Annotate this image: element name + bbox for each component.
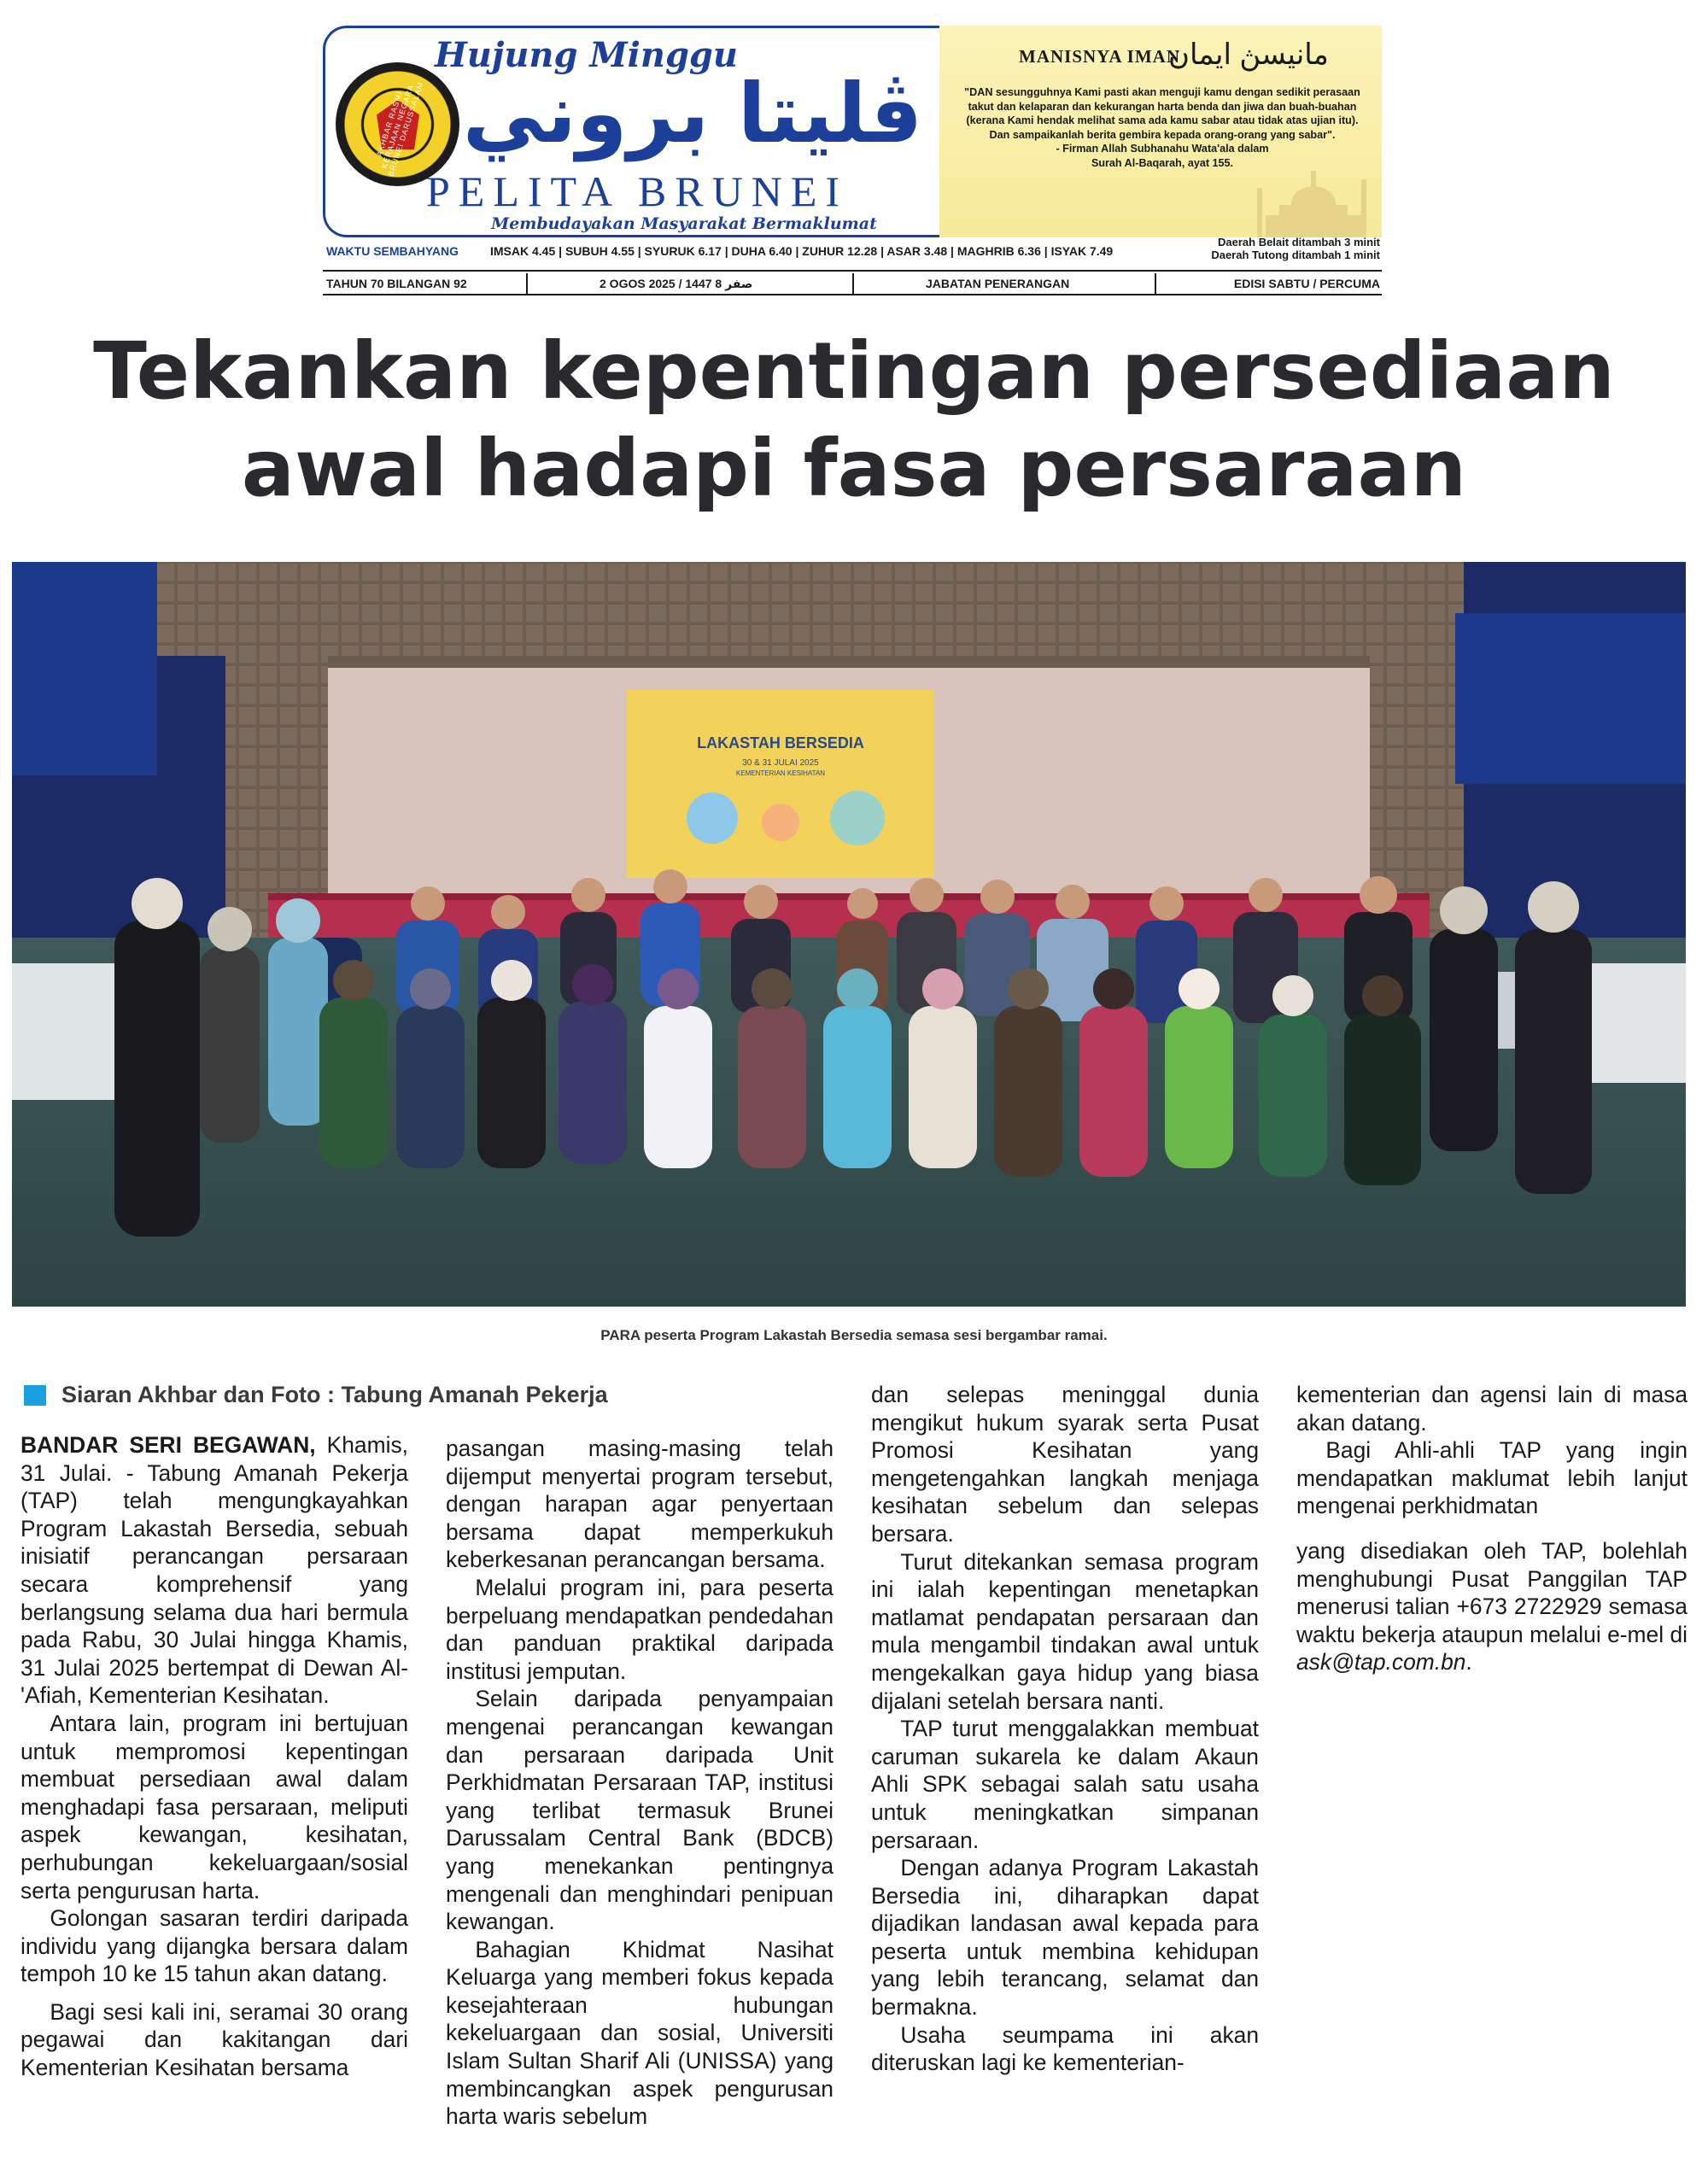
edition: EDISI SABTU / PERCUMA bbox=[1233, 277, 1380, 290]
screen-ministry: KEMENTERIAN KESIHATAN bbox=[735, 769, 826, 777]
contact-email[interactable]: ask@tap.com.bn bbox=[1296, 1649, 1466, 1676]
masthead bbox=[323, 26, 1382, 261]
article-column-1 bbox=[20, 1431, 408, 2082]
byline-marker bbox=[24, 1385, 46, 1406]
paragraph: Bagi Ahli-ahli TAP yang ingin mendapatkan maklumat lebih lanjut mengenai perkhidmatan bbox=[1296, 1437, 1688, 1519]
paragraph-text: Khamis, 31 Julai. - Tabung Amanah Pekerja (TAP) telah mengungkayahkan Program Lakastah Bersedia, sebuah inisiatif perancangan persaraan secara komprehensif yang berlangsung selama dua hari bermula pada Rabu, 30 Julai hingga Khamis, 31 Julai 2025 bertempat di Dewan Al-'Afiah, Kementerian Kesihatan. bbox=[20, 1432, 408, 1709]
seal-text: AKHBAR RASMI KERAJAAN NEGARA BRUNEI DARUSSALAM bbox=[374, 80, 425, 178]
prayer-times-label: WAKTU SEMBAHYANG bbox=[326, 244, 459, 258]
issue-number: TAHUN 70 BILANGAN 92 bbox=[326, 277, 467, 290]
group-photo-illustration bbox=[12, 562, 1686, 1307]
paragraph: Melalui program ini, para peserta berpeluang mendapatkan pendedahan dan panduan praktikal daripada institusi jemputan. bbox=[446, 1574, 834, 1684]
prayer-times-bar bbox=[323, 236, 1382, 263]
screen-date: 30 & 31 JULAI 2025 bbox=[742, 758, 819, 768]
issue-info-bar bbox=[323, 270, 1382, 295]
paragraph: pasangan masing-masing telah dijemput menyertai program tersebut, dengan harapan agar penyertaan bersama dapat memperkukuh keberkesanan perancangan bersama. bbox=[446, 1436, 834, 1573]
quote-source-line-2: Surah Al-Baqarah, ayat 155. bbox=[1091, 156, 1234, 169]
paragraph-text: yang disediakan oleh TAP, bolehlah menghubungi Pusat Panggilan TAP menerusi talian +673 2722929 semasa waktu bekerja ataupun melalui e-mel di bbox=[1296, 1537, 1688, 1647]
paragraph-end: . bbox=[1465, 1649, 1472, 1676]
district-note-tutong: Daerah Tutong ditambah 1 minit bbox=[1211, 249, 1380, 261]
photo-caption: PARA peserta Program Lakastah Bersedia semasa sesi bergambar ramai. bbox=[600, 1327, 1108, 1343]
paragraph: Dengan adanya Program Lakastah Bersedia ini, diharapkan dapat dijadikan landasan awal kepada para peserta untuk membina kehidupan yang lebih terancang, selamat dan bermakna. bbox=[871, 1855, 1259, 2021]
byline: Siaran Akhbar dan Foto : Tabung Amanah Pekerja bbox=[61, 1382, 608, 1407]
prayer-times: IMSAK 4.45 | SUBUH 4.55 | SYURUK 6.17 | DUHA 6.40 | ZUHUR 12.28 | ASAR 3.48 | MAGHRIB 6.36 | ISYAK 7.49 bbox=[490, 244, 1114, 258]
group-photo bbox=[12, 562, 1686, 1307]
paragraph: dan selepas meninggal dunia mengikut hukum syarak serta Pusat Promosi Kesihatan yang mengetengahkan langkah menjaga kesihatan sebelum dan selepas bersara. bbox=[871, 1382, 1259, 1547]
paragraph: Antara lain, program ini bertujuan untuk mempromosi kepentingan membuat persediaan awal dalam menghadapi fasa persaraan, meliputi aspek kewangan, kesihatan, perhubungan kekeluargaan/sosial serta pengurusan harta. bbox=[20, 1710, 408, 1904]
headline-line-1: Tekankan kepentingan persediaan bbox=[93, 325, 1615, 417]
jawi-title: ڤليتا بروني bbox=[462, 66, 923, 161]
quote-source-line-1: - Firman Allah Subhanahu Wata'ala dalam bbox=[1056, 143, 1269, 155]
quote-text: "DAN sesungguhnya Kami pasti akan menguji kamu dengan sedikit perasaan takut dan kelaparan dan kekurangan harta benda dan jiwa dan buah-buahan (kerana Kami hendak melihat sama ada kamu sabar atau tidak atas ujian itu). Dan sampaikanlah berita gembira kepada orang-orang yang sabar". bbox=[964, 86, 1360, 141]
newspaper-title: PELITA BRUNEI bbox=[425, 167, 849, 215]
paragraph: kementerian dan agensi lain di masa akan datang. bbox=[1296, 1382, 1688, 1436]
publisher: JABATAN PENERANGAN bbox=[926, 277, 1070, 290]
paragraph: Usaha seumpama ini akan diteruskan lagi ke kementerian- bbox=[871, 2021, 1259, 2076]
dateline: BANDAR SERI BEGAWAN, bbox=[20, 1432, 316, 1458]
paragraph bbox=[1296, 1537, 1688, 1676]
district-note bbox=[1211, 236, 1380, 261]
manisnya-iman-label: MANISNYA IMAN bbox=[1019, 46, 1180, 67]
paragraph: Selain daripada penyampaian mengenai perancangan kewangan dan persaraan daripada Unit Perkhidmatan Persaraan TAP, institusi yang terlibat termasuk Brunei Darussalam Central Bank (BDCB) yang menekankan pentingnya mengenali dan menghindari penipuan kewangan. bbox=[446, 1686, 834, 1935]
paragraph: TAP turut menggalakkan membuat caruman sukarela ke dalam Akaun Ahli SPK sebagai salah satu usaha untuk meningkatkan simpanan persaraan. bbox=[871, 1716, 1259, 1853]
paragraph bbox=[20, 1431, 408, 1710]
newspaper-slogan: Membudayakan Masyarakat Bermaklumat bbox=[491, 214, 877, 233]
logo-panel bbox=[323, 26, 939, 237]
paragraph: Turut ditekankan semasa program ini ialah kepentingan menetapkan matlamat pendapatan persaraan dan mula mengambil tindakan awal untuk mengekalkan gaya hidup yang biasa dijalani setelah bersara nanti. bbox=[871, 1548, 1259, 1714]
mosque-icon bbox=[1254, 154, 1373, 237]
paragraph: Bahagian Khidmat Nasihat Keluarga yang memberi fokus kepada kesejahteraan hubungan kekeluargaan dan sosial, Universiti Islam Sultan Sharif Ali (UNISSA) yang membincangkan aspek pengurusan harta waris sebelum bbox=[446, 1936, 834, 2130]
paragraph: Golongan sasaran terdiri daripada individu yang dijangka bersara dalam tempoh 10 ke 15 tahun akan datang. bbox=[20, 1905, 408, 1987]
article-column-2 bbox=[446, 1435, 834, 2131]
headline-line-2: awal hadapi fasa persaraan bbox=[241, 423, 1467, 514]
article-column-3 bbox=[871, 1381, 1259, 2077]
article-column-4 bbox=[1296, 1381, 1688, 1676]
manisnya-iman-jawi: مانيسڽ ايمان bbox=[1168, 38, 1329, 71]
screen-title: LAKASTAH BERSEDIA bbox=[697, 734, 864, 752]
paragraph: Bagi sesi kali ini, seramai 30 orang pegawai dan kakitangan dari Kementerian Kesihatan bersama bbox=[20, 1998, 408, 2081]
issue-date: 2 OGOS 2025 / 1447 صفر 8 bbox=[600, 277, 753, 290]
hujung-minggu-label: Hujung Minggu bbox=[435, 35, 738, 75]
headline bbox=[0, 323, 1708, 518]
district-note-belait: Daerah Belait ditambah 3 minit bbox=[1218, 236, 1380, 249]
